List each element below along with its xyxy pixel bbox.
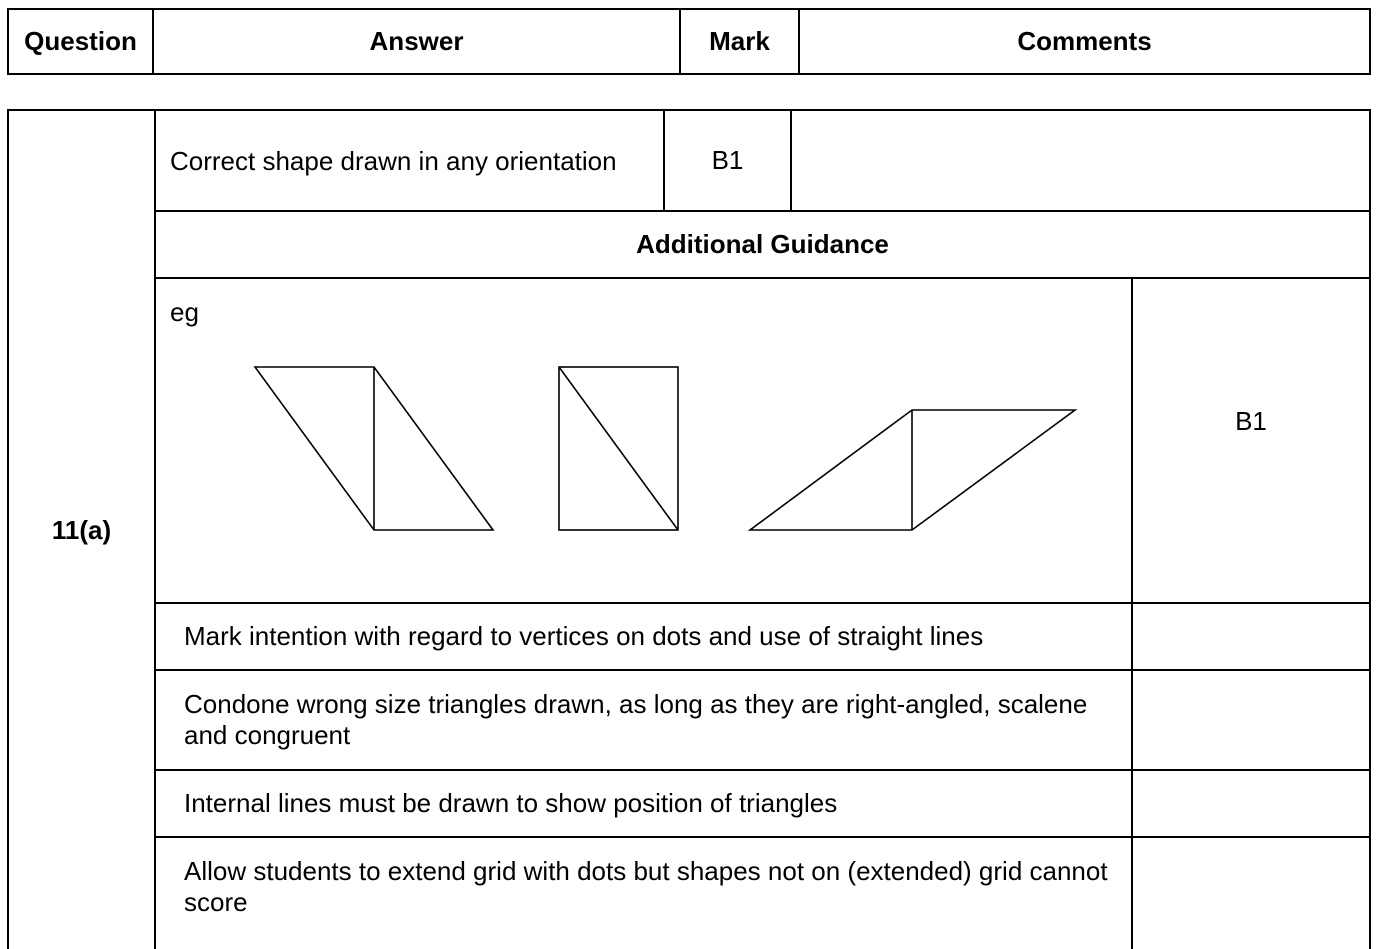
example-label: eg (170, 297, 199, 327)
guidance-item: Mark intention with regard to vertices on dots and use of straight lines (184, 621, 984, 651)
header-comments: Comments (1017, 26, 1152, 56)
header-answer: Answer (369, 26, 464, 56)
additional-guidance-title: Additional Guidance (636, 229, 889, 259)
header-question: Question (24, 26, 137, 56)
header-table (7, 8, 1371, 75)
example-mark: B1 (1235, 405, 1267, 436)
mark-scheme-table (7, 109, 1371, 949)
example-shapes (156, 279, 1131, 602)
guidance-item: Internal lines must be drawn to show position of triangles (184, 788, 838, 818)
question-number: 11(a) (51, 514, 112, 545)
header-mark: Mark (709, 26, 770, 56)
answer-text: Correct shape drawn in any orientation (170, 145, 617, 176)
guidance-item: Condone wrong size triangles drawn, as long as they are right-angled, scalene and congruent (184, 689, 1088, 750)
answer-comments (792, 111, 1369, 210)
example-shape-2-diagonal (559, 367, 678, 530)
guidance-item: Allow students to extend grid with dots but shapes not on (extended) grid cannot score (184, 856, 1108, 917)
answer-mark: B1 (711, 145, 744, 175)
